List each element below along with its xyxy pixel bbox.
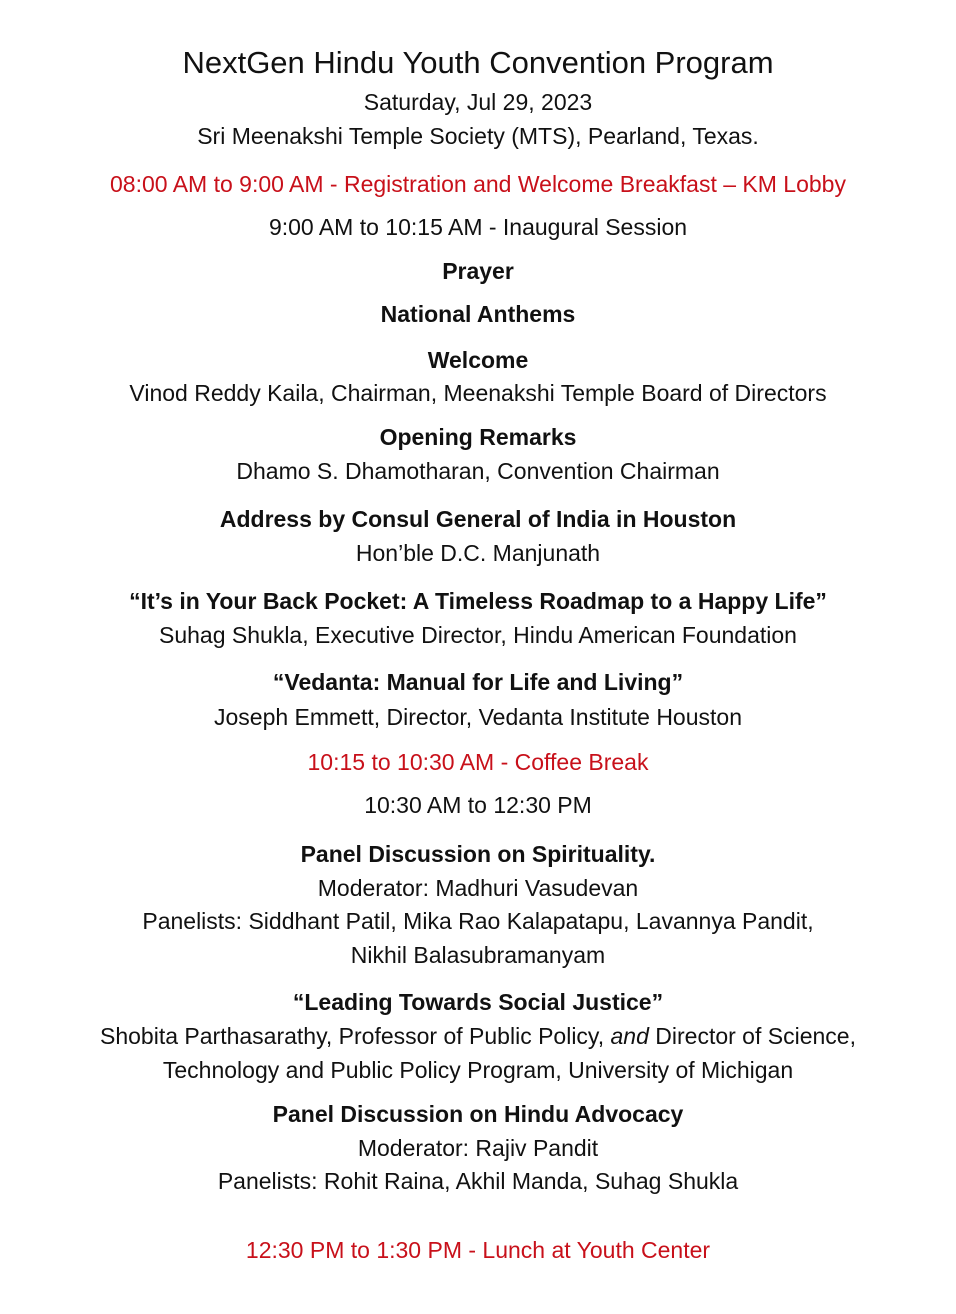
panel-advocacy-panelists: Panelists: Rohit Raina, Akhil Manda, Suhag Shukla	[217, 1168, 739, 1194]
panel-spirituality-moderator: Moderator: Madhuri Vasudevan	[317, 875, 639, 901]
page-title: NextGen Hindu Youth Convention Program	[182, 45, 774, 80]
opening-remarks-heading: Opening Remarks	[379, 424, 577, 450]
talk-social-justice-speaker	[0, 1021, 956, 1051]
panel-advocacy-moderator: Moderator: Rajiv Pandit	[357, 1135, 599, 1161]
inaugural-session-slot: 9:00 AM to 10:15 AM - Inaugural Session	[268, 214, 688, 240]
welcome-heading: Welcome	[427, 347, 529, 373]
prayer-heading: Prayer	[442, 258, 514, 284]
panel-spirituality-panelists-cont: Nikhil Balasubramanyam	[350, 942, 606, 968]
panel-spirituality-panelists: Panelists: Siddhant Patil, Mika Rao Kalapatapu, Lavannya Pandit,	[142, 908, 814, 934]
lunch-slot: 12:30 PM to 1:30 PM - Lunch at Youth Center	[245, 1237, 711, 1263]
talk-vedanta-title: “Vedanta: Manual for Life and Living”	[272, 669, 684, 695]
talk-social-justice-speaker-cont: Technology and Public Policy Program, University of Michigan	[162, 1057, 794, 1083]
consul-address-heading: Address by Consul General of India in Houston	[219, 506, 737, 532]
talk-social-justice-speaker-part1: Shobita Parthasarathy, Professor of Public Policy,	[100, 1023, 611, 1049]
talk-vedanta-speaker: Joseph Emmett, Director, Vedanta Institute Houston	[213, 704, 742, 730]
talk-back-pocket-title: “It’s in Your Back Pocket: A Timeless Roadmap to a Happy Life”	[129, 588, 827, 614]
talk-social-justice-title: “Leading Towards Social Justice”	[292, 989, 664, 1015]
panel-advocacy-heading: Panel Discussion on Hindu Advocacy	[272, 1101, 684, 1127]
opening-remarks-speaker: Dhamo S. Dhamotharan, Convention Chairman	[236, 458, 720, 484]
event-date: Saturday, Jul 29, 2023	[363, 89, 593, 115]
national-anthems-heading: National Anthems	[380, 301, 576, 327]
talk-social-justice-speaker-and: and	[610, 1023, 649, 1049]
coffee-break-slot: 10:15 to 10:30 AM - Coffee Break	[307, 749, 649, 775]
event-venue: Sri Meenakshi Temple Society (MTS), Pearland, Texas.	[197, 123, 759, 149]
talk-back-pocket-speaker: Suhag Shukla, Executive Director, Hindu American Foundation	[159, 622, 797, 648]
consul-address-speaker: Hon’ble D.C. Manjunath	[355, 540, 601, 566]
registration-slot: 08:00 AM to 9:00 AM - Registration and Welcome Breakfast – KM Lobby	[110, 171, 846, 197]
second-session-slot: 10:30 AM to 12:30 PM	[364, 792, 592, 818]
panel-spirituality-heading: Panel Discussion on Spirituality.	[300, 841, 656, 867]
talk-social-justice-speaker-part2: Director of Science,	[648, 1023, 856, 1049]
welcome-speaker: Vinod Reddy Kaila, Chairman, Meenakshi Temple Board of Directors	[129, 380, 827, 406]
